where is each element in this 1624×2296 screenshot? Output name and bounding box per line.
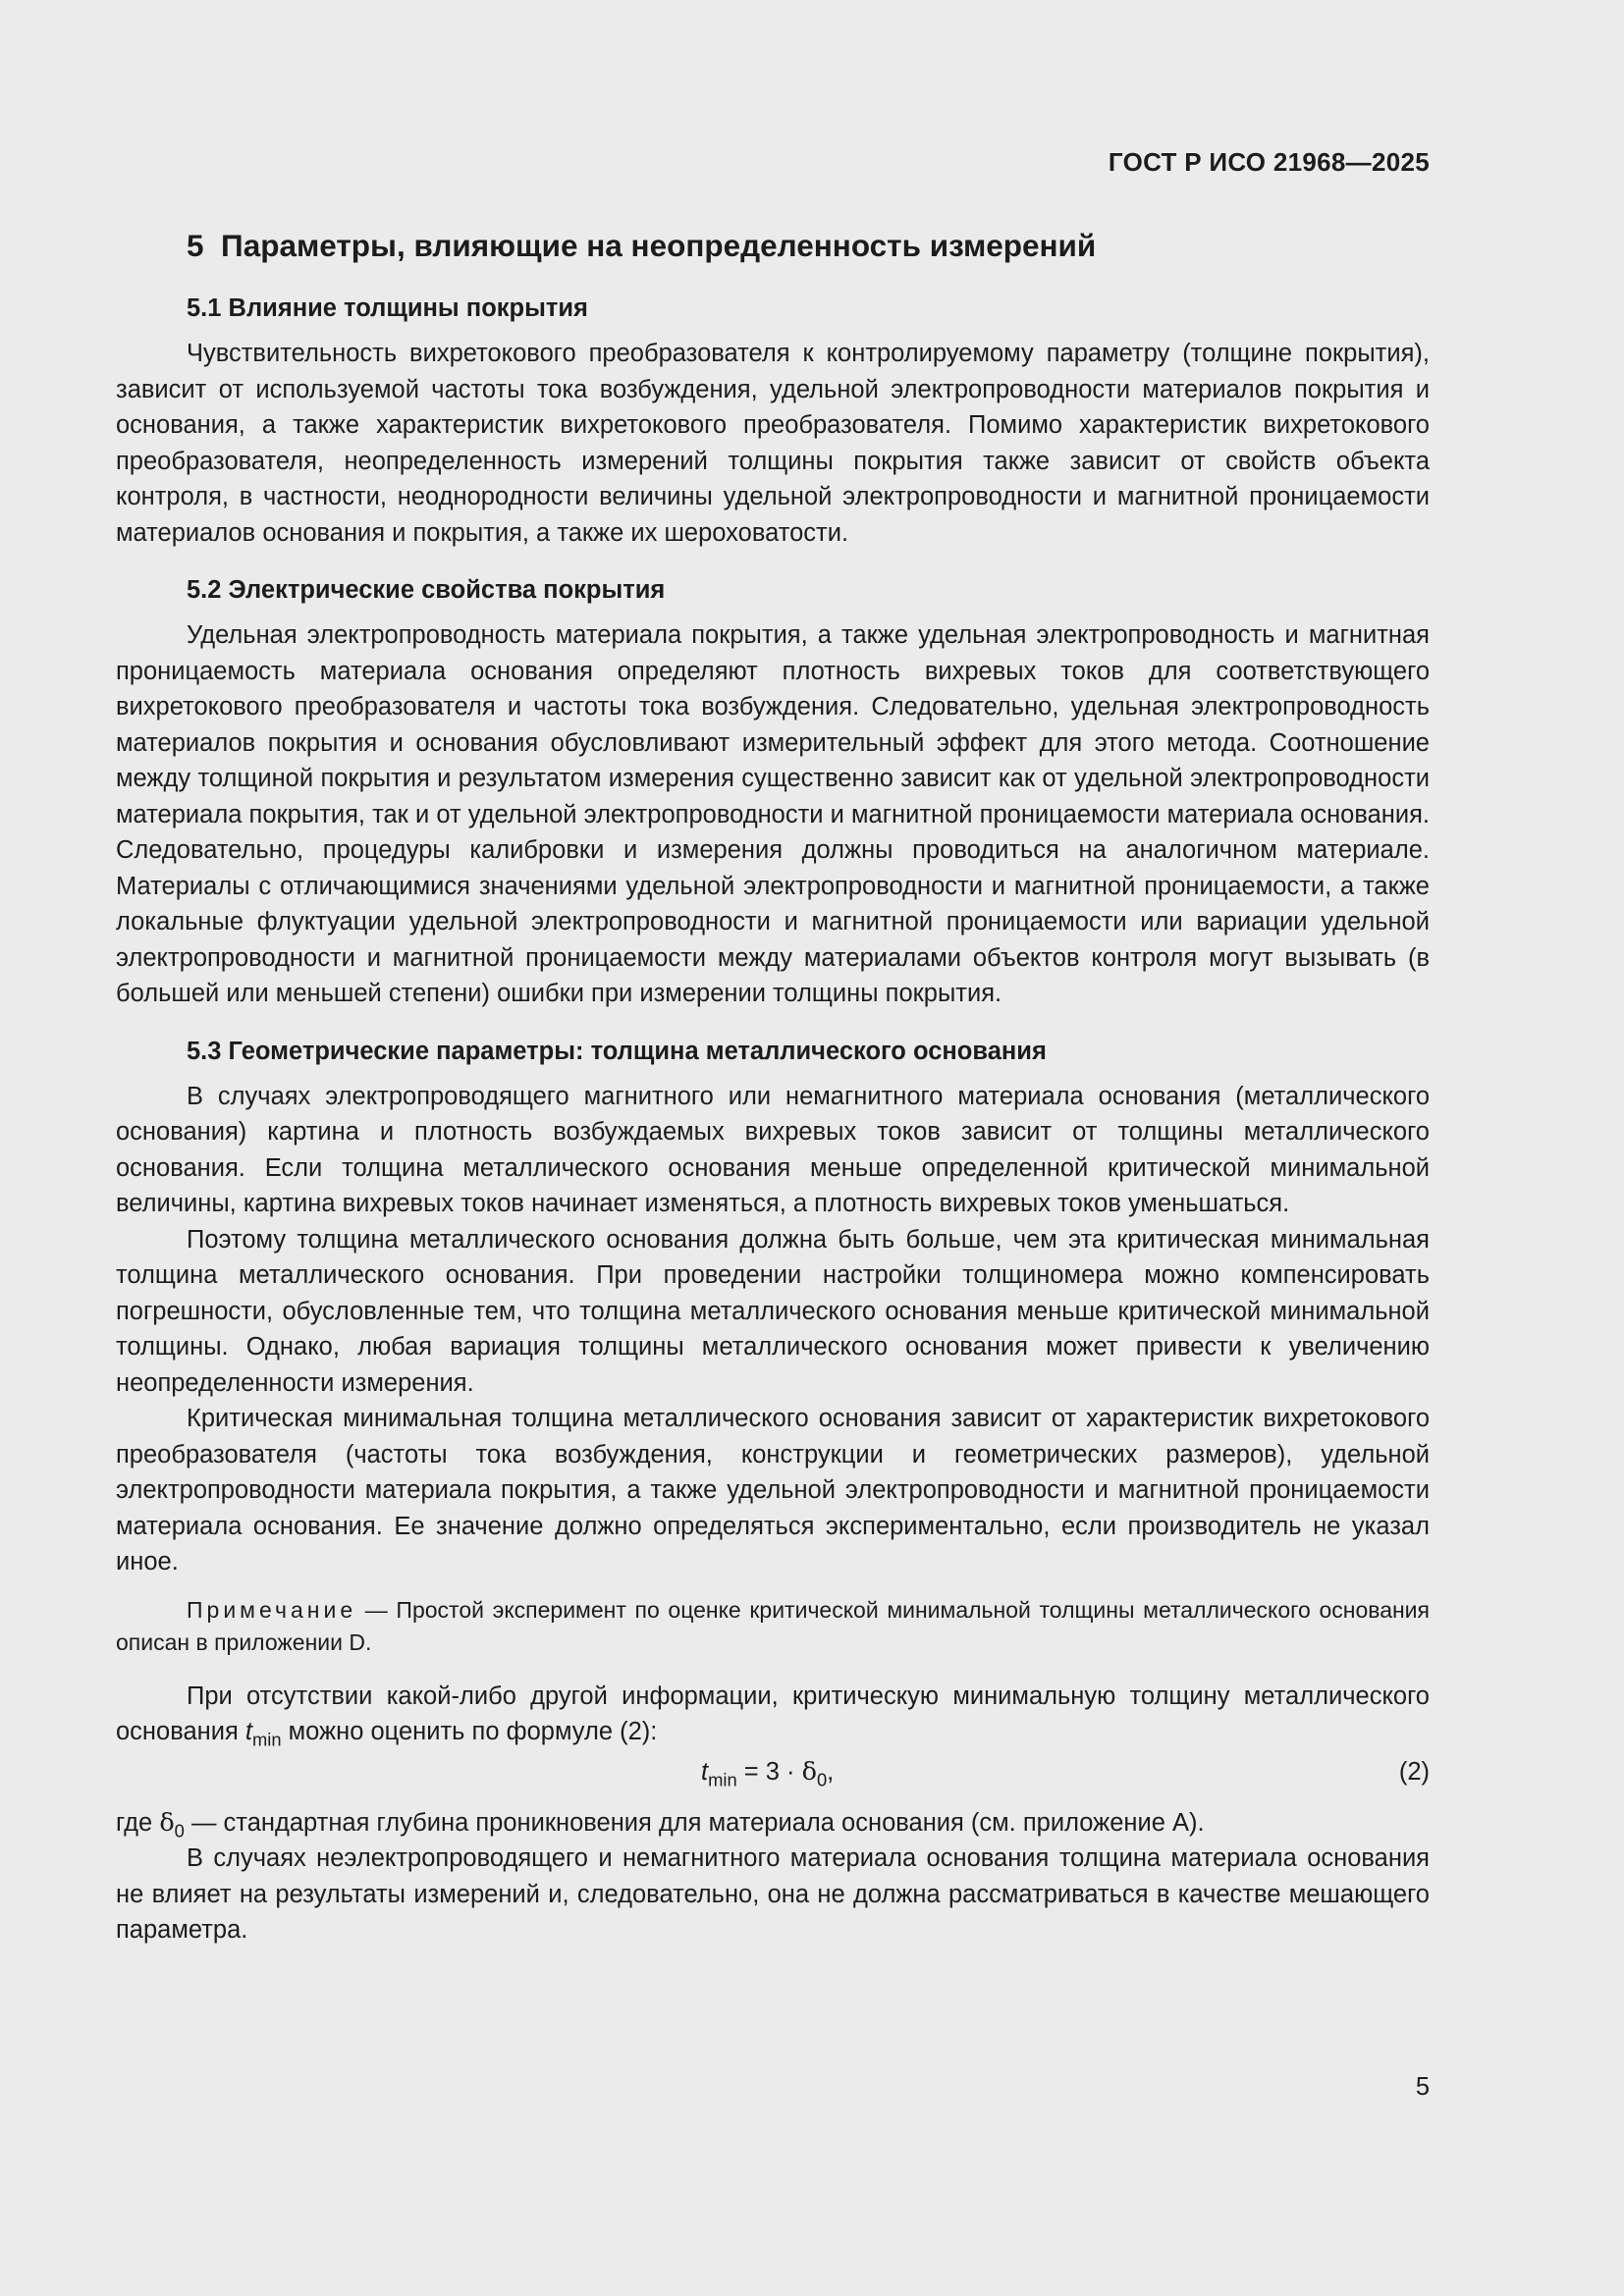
- paragraph-5-3-2: Поэтому толщина металлического основания должна быть больше, чем эта критическая минимальная толщина металлического основания. При проведении настройки толщиномера можно компенсировать погрешности, обусловленные тем, что толщина металлического основания меньше критической минимальной толщины. Однако, любая вариация толщины металлического основания может привести к увеличению неопределенности измерения.: [116, 1225, 1430, 1397]
- section-number: 5: [187, 228, 204, 263]
- paragraph-5-2-1: Удельная электропроводность материала покрытия, а также удельная электропроводность и магнитная проницаемость материала основания определяют плотность вихревых токов для соответствующего вихретокового преобразователя и частоты тока возбуждения. Следовательно, удельная электропроводность материалов покрытия и основания обусловливают измерительный эффект для этого метода. Соотношение между толщиной покрытия и результатом измерения существенно зависит как от удельной электропроводности материала покрытия, так и от удельной электропроводности и магнитной проницаемости материала основания. Следовательно, процедуры калибровки и измерения должны проводиться на аналогичном материале. Материалы с отличающимися значениями удельной электропроводности и магнитной проницаемости, а также локальные флуктуации удельной электропроводности и магнитной проницаемости или вариации удельной электропроводности и магнитной проницаемости между материалами объектов контроля могут вызывать (в большей или меньшей степени) ошибки при измерении толщины покрытия.: [116, 621, 1430, 1007]
- subsection-heading-5-2: 5.2 Электрические свойства покрытия: [187, 576, 666, 604]
- p4-var: t: [244, 1718, 252, 1745]
- formula-delta-sub: 0: [816, 1768, 828, 1789]
- paragraph-5-3-4: [116, 1679, 1430, 1750]
- formula-delta: δ: [801, 1756, 817, 1787]
- section-title-text: Параметры, влияющие на неопределенность измерений: [221, 228, 1097, 263]
- paragraph-5-3-3: Критическая минимальная толщина металлического основания зависит от характеристик вихретокового преобразователя (частоты тока возбуждения, конструкции и геометрических размеров), удельной электропроводности материала покрытия, а также удельной электропроводности и магнитной проницаемости материала основания. Ее значение должно определяться экспериментально, если производитель не указал иное.: [116, 1405, 1430, 1575]
- note-text: — Простой эксперимент по оценке критической минимальной толщины металлического основания описан в приложении D.: [116, 1596, 1430, 1655]
- where-text: — стандартная глубина проникновения для материала основания (см. приложение А).: [184, 1808, 1205, 1837]
- paragraph-5-3-5: В случаях неэлектропроводящего и немагнитного материала основания толщина материала основания не влияет на результаты измерений и, следовательно, она не должна рассматриваться в качестве мешающего параметра.: [116, 1844, 1430, 1944]
- formula-row: [116, 1752, 1430, 1799]
- where-clause: [116, 1805, 1430, 1842]
- note-label: Примечание: [187, 1596, 357, 1623]
- page-number: 5: [1415, 2073, 1430, 2101]
- paragraph-5-3-1: В случаях электропроводящего магнитного или немагнитного материала основания (металлического основания) картина и плотность возбуждаемых вихревых токов зависит от толщины металлического основания. Если толщина металлического основания меньше определенной критической минимальной величины, картина вихревых токов начинает изменяться, а плотность вихревых токов уменьшаться.: [116, 1082, 1430, 1217]
- p4-sub: min: [251, 1729, 282, 1750]
- formula: [701, 1754, 834, 1790]
- document-header: ГОСТ Р ИСО 21968—2025: [1108, 147, 1430, 177]
- subsection-heading-5-1: 5.1 Влияние толщины покрытия: [187, 294, 588, 322]
- paragraph-5-1-1: Чувствительность вихретокового преобразователя к контролируемому параметру (толщине покрытия), зависит от используемой частоты тока возбуждения, удельной электропроводности материалов покрытия и основания, а также характеристик вихретокового преобразователя. Помимо характеристик вихретокового преобразователя, неопределенность измерений толщины покрытия также зависит от свойств объекта контроля, в частности, неоднородности величины удельной электропроводности и магнитной проницаемости материалов основания и покрытия, а также их шероховатости.: [116, 340, 1430, 547]
- where-prefix: где: [116, 1808, 160, 1837]
- note: [116, 1594, 1430, 1659]
- formula-var: t: [701, 1757, 709, 1786]
- where-sub: 0: [174, 1819, 185, 1841]
- formula-sub: min: [708, 1768, 737, 1789]
- subsection-heading-5-3: 5.3 Геометрические параметры: толщина металлического основания: [187, 1037, 1047, 1065]
- equation-number: (2): [1398, 1757, 1430, 1786]
- formula-tail: ,: [827, 1757, 835, 1786]
- p4-after: можно оценить по формуле (2):: [281, 1718, 658, 1745]
- p4-before: При отсутствии какой-либо другой информации, критическую минимальную толщину металлического основания: [116, 1682, 1430, 1745]
- section-title: [187, 226, 1430, 265]
- page-content: [116, 220, 1430, 1949]
- where-delta: δ: [159, 1807, 175, 1838]
- formula-rhs: = 3 ·: [736, 1757, 802, 1786]
